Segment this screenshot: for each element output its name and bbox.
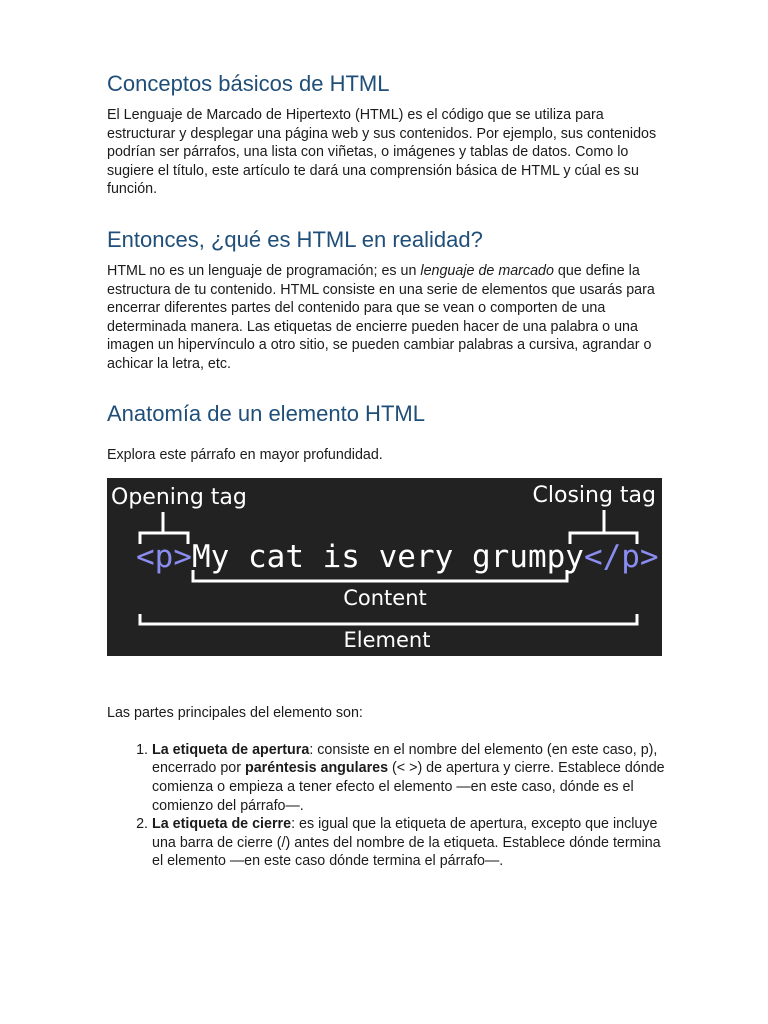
paragraph-text-before: HTML no es un lenguaje de programación; es un (107, 262, 421, 279)
parts-intro: Las partes principales del elemento son: (107, 705, 363, 722)
item-text-2: (< >) de apertura y cierre. Establece dónde comienza o empieza a tener efecto el elemento —en este caso, dónde es el comienzo del párrafo—. (152, 760, 665, 814)
paragraph-text-after: que define la estructura de tu contenido. HTML consiste en una serie de elementos que usarás para encerrar diferentes partes del contenido para que se vean o comporten de una determinada manera. Las etiquetas de encierre pueden hacer de una palabra o una imagen un hipervínculo a otro sitio, se pueden cambiar palabras a cursiva, agrandar o achicar la letra, etc. (107, 262, 655, 372)
content-label: Content (343, 586, 427, 611)
item-bold-term: La etiqueta de apertura (152, 741, 310, 758)
heading-anatomy: Anatomía de un elemento HTML (107, 400, 425, 426)
content-code: My cat is very grumpy (192, 539, 584, 576)
element-label: Element (343, 628, 431, 653)
opening-tag-label: Opening tag (111, 485, 247, 511)
item-bold-term: La etiqueta de cierre (152, 816, 292, 833)
paragraph-basics: El Lenguaje de Marcado de Hipertexto (HTML) es el código que se utiliza para estructurar y desplegar una página web y sus contenidos. Por ejemplo, sus contenidos podrían ser párrafos, una lista con viñetas, o imágenes y tablas de datos. Como lo sugiere el título, este artículo te dará una comprensión básica de HTML y cúal es su función. (107, 107, 657, 198)
item-bold-term-2: paréntesis angulares (245, 760, 389, 777)
anatomy-diagram (107, 478, 662, 656)
heading-what-is-html: Entonces, ¿qué es HTML en realidad? (107, 226, 483, 252)
paragraph-what-is-html (107, 262, 667, 374)
document-page (107, 70, 667, 871)
item-text: : consiste en el nombre del elemento (en este caso, p), encerrado por (152, 741, 658, 777)
element-bracket (140, 614, 637, 624)
open-tag-code: <p> (136, 539, 192, 576)
element-anatomy-figure (107, 478, 662, 656)
emphasis-markup-language: lenguaje de marcado (420, 262, 554, 279)
closing-tag-label: Closing tag (532, 483, 656, 509)
code-line (136, 539, 659, 575)
list-item (152, 741, 667, 815)
close-tag-code: </p> (583, 539, 659, 576)
parts-list (107, 741, 667, 871)
heading-basics: Conceptos básicos de HTML (107, 71, 390, 96)
item-text: : es igual que la etiqueta de apertura, excepto que incluye una barra de cierre (/) antes del nombre de la etiqueta. Establece dónde termina el elemento —en este caso dónde termina el párrafo—. (152, 816, 661, 870)
paragraph-explore: Explora este párrafo en mayor profundidad. (107, 446, 383, 463)
list-item (152, 815, 667, 871)
